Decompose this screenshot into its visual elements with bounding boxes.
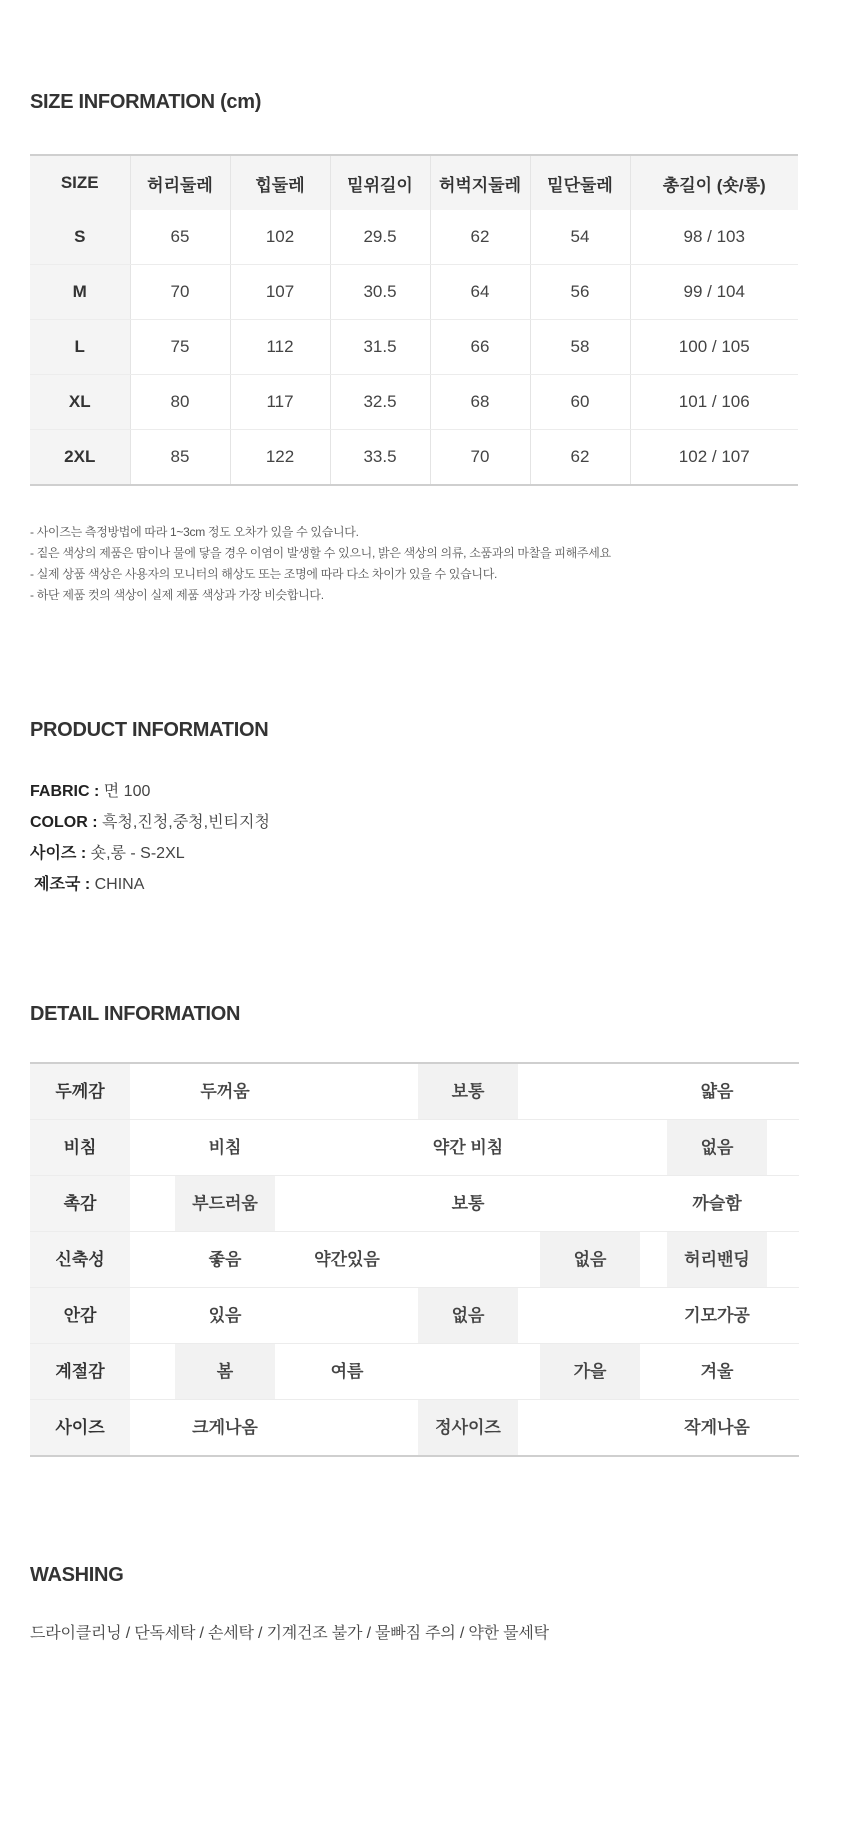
detail-label: 신축성	[30, 1232, 130, 1287]
table-cell: 107	[230, 265, 330, 320]
note-item: - 실제 상품 색상은 사용자의 모니터의 해상도 또는 조명에 따라 다소 차이가 있을 수 있습니다.	[30, 567, 498, 581]
detail-label: 촉감	[30, 1176, 130, 1231]
detail-option: 약간 비침	[432, 1138, 504, 1157]
detail-label: 비침	[30, 1120, 130, 1175]
header-cell: 허리둘레	[130, 155, 230, 210]
product-info-list	[30, 776, 270, 900]
origin-value: CHINA	[94, 876, 145, 893]
detail-option: 좋음	[208, 1250, 242, 1269]
table-cell: 68	[430, 375, 530, 430]
header-cell: 밑단둘레	[530, 155, 630, 210]
table-cell: 29.5	[330, 210, 430, 265]
table-cell: 60	[530, 375, 630, 430]
size-info-title: SIZE INFORMATION (cm)	[30, 91, 262, 113]
header-cell: 힙둘레	[230, 155, 330, 210]
table-cell: 58	[530, 320, 630, 375]
detail-option: 기모가공	[684, 1306, 750, 1325]
detail-option: 얇음	[700, 1082, 734, 1101]
table-cell: 70	[430, 430, 530, 486]
table-cell: 117	[230, 375, 330, 430]
detail-option-selected: 없음	[667, 1120, 767, 1175]
detail-row-texture	[30, 1176, 799, 1232]
detail-option: 비침	[208, 1138, 242, 1157]
detail-option-selected: 없음	[418, 1288, 518, 1343]
fabric-label: FABRIC :	[30, 783, 100, 800]
detail-option-selected: 허리밴딩	[667, 1232, 767, 1287]
detail-label: 안감	[30, 1288, 130, 1343]
product-info-row	[30, 869, 270, 900]
size-label: XL	[30, 375, 130, 430]
detail-option-selected: 보통	[418, 1064, 518, 1119]
table-cell: 62	[430, 210, 530, 265]
table-row	[30, 320, 798, 375]
detail-option: 까슬함	[692, 1194, 742, 1213]
table-cell: 122	[230, 430, 330, 486]
size-table	[30, 154, 798, 486]
size-label: L	[30, 320, 130, 375]
size-label: 사이즈 :	[30, 845, 87, 862]
table-cell: 100 / 105	[630, 320, 798, 375]
table-cell: 54	[530, 210, 630, 265]
product-info-title: PRODUCT INFORMATION	[30, 719, 269, 741]
size-value: 숏,롱 - S-2XL	[90, 845, 185, 862]
size-table-header	[30, 155, 798, 210]
detail-row-lining	[30, 1288, 799, 1344]
detail-row-stretch	[30, 1232, 799, 1288]
header-cell: 허벅지둘레	[430, 155, 530, 210]
detail-option-selected: 봄	[175, 1344, 275, 1399]
fabric-value: 면 100	[103, 783, 151, 800]
washing-title: WASHING	[30, 1564, 124, 1586]
note-item: - 짙은 색상의 제품은 땀이나 물에 닿을 경우 이염이 발생할 수 있으니, 밝은 색상의 의류, 소품과의 마찰을 피해주세요	[30, 546, 611, 560]
header-cell: SIZE	[30, 155, 130, 210]
washing-instructions: 드라이클리닝 / 단독세탁 / 손세탁 / 기계건조 불가 / 물빠짐 주의 / 약한 물세탁	[30, 1625, 549, 1642]
table-cell: 85	[130, 430, 230, 486]
table-cell: 98 / 103	[630, 210, 798, 265]
detail-option: 크게나옴	[192, 1418, 258, 1437]
table-cell: 65	[130, 210, 230, 265]
table-cell: 101 / 106	[630, 375, 798, 430]
color-value: 흑청,진청,중청,빈티지청	[102, 814, 270, 831]
product-info-row	[30, 838, 270, 869]
detail-table	[30, 1062, 799, 1457]
size-notes	[30, 522, 611, 606]
note-item: - 사이즈는 측정방법에 따라 1~3cm 정도 오차가 있을 수 있습니다.	[30, 525, 359, 539]
table-cell: 70	[130, 265, 230, 320]
detail-info-title: DETAIL INFORMATION	[30, 1003, 241, 1025]
size-label: S	[30, 210, 130, 265]
table-row	[30, 210, 798, 265]
table-cell: 75	[130, 320, 230, 375]
table-cell: 64	[430, 265, 530, 320]
table-cell: 56	[530, 265, 630, 320]
table-cell: 99 / 104	[630, 265, 798, 320]
header-cell: 밑위길이	[330, 155, 430, 210]
table-cell: 30.5	[330, 265, 430, 320]
detail-option-selected: 부드러움	[175, 1176, 275, 1231]
table-cell: 102 / 107	[678, 447, 750, 466]
detail-option: 여름	[330, 1362, 364, 1381]
table-row	[30, 430, 798, 486]
color-label: COLOR :	[30, 814, 98, 831]
detail-option-selected: 없음	[540, 1232, 640, 1287]
header-cell: 총길이 (숏/롱)	[630, 155, 798, 210]
detail-option: 약간있음	[314, 1250, 380, 1269]
detail-row-sheerness	[30, 1120, 799, 1176]
table-cell: 66	[430, 320, 530, 375]
table-row	[30, 265, 798, 320]
table-cell: 33.5	[330, 430, 430, 486]
size-label: M	[30, 265, 130, 320]
table-cell: 112	[230, 320, 330, 375]
detail-row-fit	[30, 1400, 799, 1455]
detail-option-selected: 정사이즈	[418, 1400, 518, 1455]
detail-option: 두꺼움	[200, 1082, 250, 1101]
table-cell: 32.5	[330, 375, 430, 430]
table-cell: 31.5	[330, 320, 430, 375]
detail-label: 두께감	[30, 1064, 130, 1119]
detail-row-thickness	[30, 1064, 799, 1120]
size-label: 2XL	[30, 430, 130, 486]
detail-option: 작게나옴	[684, 1418, 750, 1437]
product-info-row	[30, 807, 270, 838]
origin-label: 제조국 :	[34, 876, 91, 893]
table-cell: 102	[230, 210, 330, 265]
product-info-row	[30, 776, 270, 807]
detail-option: 있음	[208, 1306, 242, 1325]
detail-label: 사이즈	[30, 1400, 130, 1455]
table-cell: 62	[530, 430, 630, 486]
detail-option-selected: 가을	[540, 1344, 640, 1399]
detail-label: 계절감	[30, 1344, 130, 1399]
note-item: - 하단 제품 컷의 색상이 실제 제품 색상과 가장 비슷합니다.	[30, 588, 324, 602]
detail-row-season	[30, 1344, 799, 1400]
table-row	[30, 375, 798, 430]
detail-option: 겨울	[700, 1362, 734, 1381]
table-cell: 80	[130, 375, 230, 430]
detail-option: 보통	[451, 1194, 485, 1213]
